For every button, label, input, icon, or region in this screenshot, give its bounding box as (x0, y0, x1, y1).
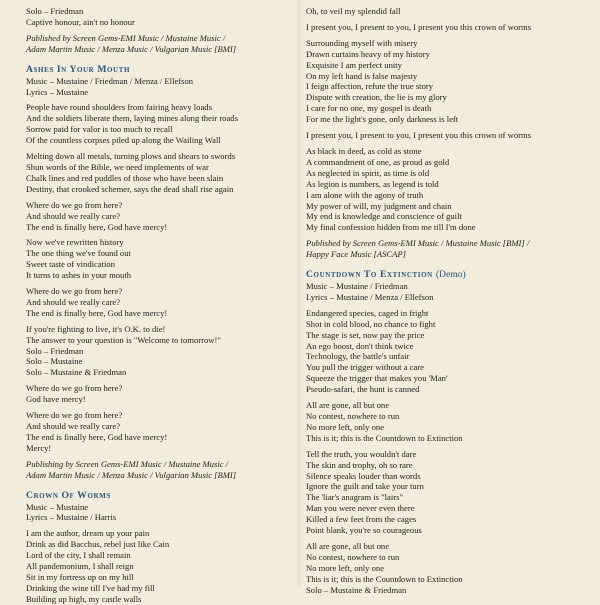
publishing-credit (26, 33, 284, 55)
stanza (26, 383, 284, 405)
lyric-line: God have mercy! (26, 394, 86, 405)
lyric-line: On my left hand is false majesty (306, 70, 418, 81)
lyric-line: Adam Martin Music / Menza Music / Vulgarian Music [BMI] (26, 43, 237, 54)
song-credits (26, 76, 284, 98)
lyric-line: I present you, I present to you, I present you this crown of worms (306, 21, 532, 32)
lyric-line: I am alone with the agony of truth (306, 189, 424, 200)
stanza (26, 410, 284, 454)
lyric-line: All are gone, all but one (306, 400, 390, 411)
lyric-line: The answer to your question is "Welcome to tomorrow!" (26, 334, 221, 345)
lyric-line: The end is finally here, God have mercy! (26, 431, 168, 442)
lyric-line: Oh, to veil my splendid fall (306, 6, 401, 16)
lyric-line: Shun words of the Bible, we need implements of war (26, 161, 209, 172)
lyric-line: Drawn curtains heavy of my history (306, 48, 430, 59)
lyric-line: Lord of the city, I shall remain (26, 550, 131, 561)
lyric-line: The 'liar's anagram is "lairs" (306, 492, 403, 503)
lyric-line: Drink as did Bacchus, rebel just like Cain (26, 539, 170, 550)
stanza (306, 146, 586, 233)
lyric-line: And should we really care? (26, 296, 121, 307)
lyric-line: No more left, only one (306, 562, 385, 573)
song-credits (26, 502, 284, 524)
lyric-line: Happy Face Music [ASCAP] (306, 249, 406, 260)
lyric-line: Adam Martin Music / Menza Music / Vulgarian Music [BMI] (26, 469, 237, 480)
page-fold (296, 0, 302, 587)
song-title-countdown (306, 269, 586, 281)
lyric-line: Pseudo-safari, the hunt is canned (306, 384, 420, 395)
lyric-line: This is it; this is the Countdown to Extinction (306, 432, 463, 443)
lyric-line: For me the light's gone, only darkness is left (306, 114, 459, 125)
lyric-line: I care for no one, my gospel is death (306, 103, 432, 114)
lyric-line: Where do we go from here? (26, 286, 123, 297)
lyric-line: Where do we go from here? (26, 410, 123, 421)
lyric-line: The end is finally here, God have mercy! (26, 221, 168, 232)
song-credits (306, 281, 586, 303)
lyric-line: Lyrics – Mustaine / Menza / Ellefson (306, 291, 434, 302)
lyric-line: Published by Screen Gems-EMI Music / Mustaine Music / (26, 32, 226, 43)
lyric-line: As black in deed, as cold as stone (306, 145, 422, 156)
lyric-line: Sweet taste of vindication (26, 259, 116, 270)
stanza (26, 324, 284, 379)
publishing-credit (26, 459, 284, 481)
lyric-line: Mercy! (26, 442, 52, 453)
stanza (306, 400, 586, 444)
lyric-line: The one thing we've found out (26, 248, 131, 259)
stanza (306, 541, 586, 596)
lyric-line: And the soldiers liberate them, laying mines along their roads (26, 113, 238, 124)
song-title-text: Countdown To Extinction (306, 269, 433, 281)
lyric-line: A commandment of one, as proud as gold (306, 156, 450, 167)
lyric-line: This is it; this is the Countdown to Extinction (306, 573, 463, 584)
lyric-line: Drinking the wine till I've had my fill (26, 582, 155, 593)
lyric-line: An ego boost, don't think twice (306, 340, 414, 351)
lyric-line: People have round shoulders from fairing heavy loads (26, 102, 212, 113)
lyric-line: The skin and trophy, oh so rare (306, 459, 413, 470)
lyric-line: Killed a few feet from the cages (306, 514, 417, 525)
right-column (306, 6, 586, 596)
stanza (306, 308, 586, 395)
lyric-line: Surrounding myself with misery (306, 37, 418, 48)
lyric-line: It turns to ashes in your mouth (26, 270, 132, 281)
lyric-line: Published by Screen Gems-EMI Music / Mustaine Music [BMI] / (306, 238, 530, 249)
lyric-line: As neglected in spirit, as time is old (306, 167, 430, 178)
stanza (26, 6, 284, 28)
lyric-line: Melting down all metals, turning plows and shears to swords (26, 151, 236, 162)
lyric-line: My final confession hidden from me till I'm done (306, 222, 476, 233)
lyric-line: Captive honour, ain't no honour (26, 16, 135, 27)
lyric-line: No contest, nowhere to run (306, 551, 400, 562)
lyric-line: Destiny, that crooked schemer, says the dead shall rise again (26, 183, 234, 194)
stanza (306, 130, 586, 141)
lyric-line: Man you were never even there (306, 503, 415, 514)
lyric-line: All are gone, all but one (306, 540, 390, 551)
lyric-line: I present you, I present to you, I present you this crown of worms (306, 130, 532, 141)
lyric-line: The stage is set, now pay the price (306, 329, 425, 340)
stanza (306, 38, 586, 125)
lyric-line: Where do we go from here? (26, 383, 123, 394)
lyric-line: As legion is numbers, as legend is told (306, 178, 439, 189)
lyric-line: Point blank, you're so courageous (306, 525, 422, 536)
stanza (306, 449, 586, 536)
lyric-line: My power of will, my judgment and chain (306, 200, 452, 211)
lyric-line: And should we really care? (26, 421, 121, 431)
lyric-line: Publishing by Screen Gems-EMI Music / Mustaine Music / (26, 458, 229, 469)
stanza (26, 102, 284, 146)
lyric-line: Shot in cold blood, no chance to fight (306, 318, 436, 329)
stanza (26, 528, 284, 604)
lyric-line: If you're fighting to live, it's O.K. to die! (26, 323, 166, 334)
lyric-line: Solo – Friedman (26, 345, 84, 356)
lyric-line: Music – Mustaine / Friedman / Menza / Ellefson (26, 75, 194, 86)
lyric-line: No more left, only one (306, 421, 385, 432)
lyric-line: Solo – Friedman (26, 6, 84, 16)
lyric-line: Now we've rewritten history (26, 237, 124, 248)
lyric-line: Exquisite I am perfect unity (306, 59, 402, 70)
lyric-line: You pull the trigger without a care (306, 362, 424, 373)
lyric-line: The end is finally here, God have mercy! (26, 307, 168, 318)
lyric-line: Ignore the guilt and take your turn (306, 481, 424, 492)
lyric-line: Dispute with creation, the lie is my glory (306, 92, 447, 103)
stanza (26, 286, 284, 319)
lyric-line: Chalk lines and red puddles of those who have been slain (26, 172, 224, 183)
stanza (26, 151, 284, 195)
lyric-line: Technology, the battle's unfair (306, 351, 410, 362)
lyric-line: Building up high, my castle walls (26, 593, 142, 604)
song-title-ashes: Ashes In Your Mouth (26, 63, 131, 75)
lyric-line: Sorrow paid for valor is too much to recall (26, 124, 173, 135)
stanza (306, 22, 586, 33)
lyric-line: Music – Mustaine / Friedman (306, 281, 408, 292)
lyric-line: Endangered species, caged in fright (306, 307, 429, 318)
lyric-line: Music – Mustaine (26, 501, 89, 512)
song-title-suffix: (Demo) (435, 269, 466, 281)
lyric-line: Of the countless corpses piled up along the Wailing Wall (26, 135, 221, 146)
lyric-line: Solo – Mustaine & Friedman (26, 367, 127, 378)
lyric-line: Sit in my fortress up on my hill (26, 571, 134, 582)
lyric-line: And should we really care? (26, 210, 121, 221)
stanza (26, 237, 284, 281)
stanza (306, 6, 586, 17)
lyric-line: Tell the truth, you wouldn't dare (306, 448, 417, 459)
left-column (26, 6, 284, 605)
lyric-line: My end is knowledge and conscience of guilt (306, 211, 462, 222)
stanza (26, 200, 284, 233)
lyric-line: Squeeze the trigger that makes you 'Man' (306, 373, 448, 384)
lyric-line: No contest, nowhere to run (306, 411, 400, 421)
lyric-line: Silence speaks louder than words (306, 470, 421, 481)
publishing-credit (306, 238, 586, 260)
song-title-crown: Crown Of Worms (26, 489, 111, 501)
lyric-line: Solo – Mustaine & Friedman (306, 584, 407, 595)
lyric-line: Lyrics – Mustaine (26, 86, 89, 97)
lyric-line: All pandemonium, I shall reign (26, 561, 134, 572)
lyric-line: I am the author, dream up your pain (26, 528, 150, 539)
lyric-line: Solo – Mustaine (26, 356, 83, 367)
lyric-line: Where do we go from here? (26, 199, 123, 210)
lyric-line: I feign affection, refute the true story (306, 81, 434, 92)
lyric-line: Lyrics – Mustaine / Harris (26, 512, 117, 523)
